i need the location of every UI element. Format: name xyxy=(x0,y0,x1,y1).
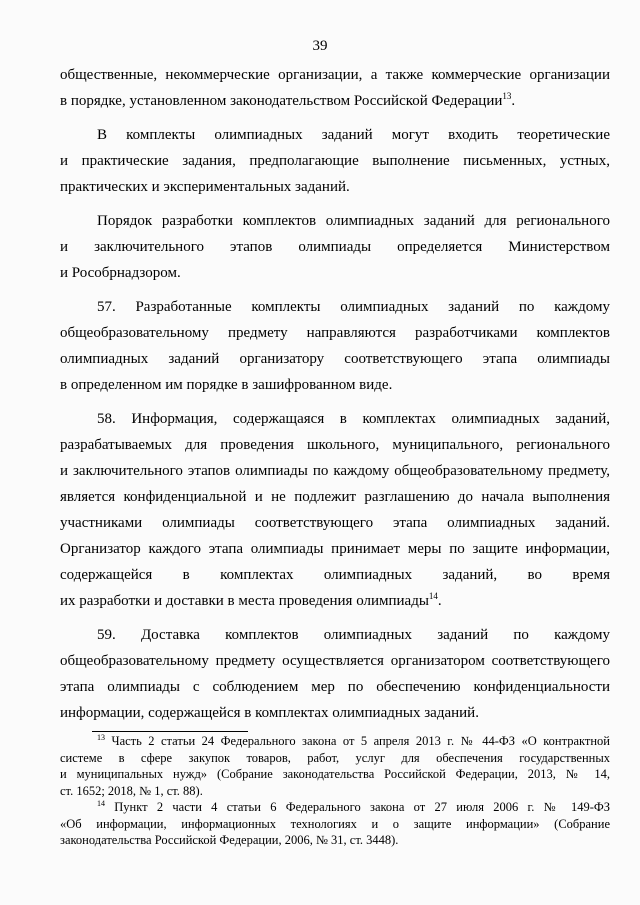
text-line: практических и экспериментальных заданий. xyxy=(60,179,350,195)
text-line: и Рособрнадзором. xyxy=(60,265,181,281)
footnote-number: 13 xyxy=(97,733,105,742)
footnote-line: ст. 1652; 2018, № 1, ст. 88). xyxy=(60,783,203,798)
text-line: в определенном им порядке в зашифрованном виде. xyxy=(60,377,393,393)
footnote-ref[interactable]: 13 xyxy=(502,91,512,101)
footnote-divider xyxy=(92,731,248,732)
paragraph-59 xyxy=(60,622,610,726)
text-line: Порядок разработки комплектов олимпиадных заданий для регионального xyxy=(97,213,610,229)
text-line: В комплекты олимпиадных заданий могут входить теоретические xyxy=(97,127,610,143)
footnotes xyxy=(60,733,610,849)
text-line: и заключительного этапов олимпиады определяется Министерством xyxy=(60,239,610,255)
text-line: общеобразовательному предмету осуществляется организатором соответствующего xyxy=(60,653,610,669)
paragraph xyxy=(60,208,610,286)
footnote-line: законодательства Российской Федерации, 2006, № 31, ст. 3448). xyxy=(60,833,399,847)
document-body xyxy=(60,62,610,726)
footnote-line: и муниципальных нужд» (Собрание законодательства Российской Федерации, 2013, № 14, xyxy=(60,767,610,781)
text-line: и заключительного этапов олимпиады по каждому общеобразовательному предмету, xyxy=(60,463,610,479)
text-line: Организатор каждого этапа олимпиады принимает меры по защите информации, xyxy=(60,541,610,557)
text-line: олимпиадных заданий организатору соответствующего этапа олимпиады xyxy=(60,351,610,367)
text-line: является конфиденциальной и не подлежит разглашению до начала выполнения xyxy=(60,489,610,505)
text-line: информации, содержащейся в комплектах олимпиадных заданий. xyxy=(60,705,479,721)
paragraph xyxy=(60,62,610,114)
footnote-line: $^{14}$ Пункт 2 части 4 статьи 6 Федерального закона от 27 июля 2006 г. № 149-ФЗ xyxy=(97,799,610,814)
footnote-ref[interactable]: 14 xyxy=(428,591,438,601)
text-line: 57. Разработанные комплекты олимпиадных заданий по каждому xyxy=(97,299,610,315)
footnote-14 xyxy=(60,799,610,849)
text-line: 58. Информация, содержащаяся в комплектах олимпиадных заданий, xyxy=(97,411,610,427)
text-line: участниками олимпиады соответствующего этапа олимпиадных заданий. xyxy=(60,515,610,531)
text-line: общеобразовательному предмету направляются разработчиками комплектов xyxy=(60,325,610,341)
text-line: 59. Доставка комплектов олимпиадных заданий по каждому xyxy=(97,627,610,643)
footnote-line: $^{13}$ Часть 2 статьи 24 Федерального закона от 5 апреля 2013 г. № 44-ФЗ «О контрактной xyxy=(97,733,611,748)
page-number: 39 xyxy=(312,38,328,54)
paragraph-58 xyxy=(60,406,610,614)
text-line: в порядке, установленном законодательством Российской Федерации$^{13}$. xyxy=(60,91,516,109)
footnote-13 xyxy=(60,733,610,799)
footnote-line: «Об информации, информационных технологиях и о защите информации» (Собрание xyxy=(60,816,610,831)
footnote-line: системе в сфере закупок товаров, работ, услуг для обеспечения государственных xyxy=(60,750,610,765)
text-line: содержащейся в комплектах олимпиадных заданий, во время xyxy=(60,567,610,583)
paragraph xyxy=(60,122,610,200)
text-line: разрабатываемых для проведения школьного, муниципального, регионального xyxy=(60,437,610,453)
footnote-number: 14 xyxy=(97,799,105,808)
text-line: их разработки и доставки в места проведения олимпиады$^{14}$. xyxy=(60,591,442,609)
text-line: и практические задания, предполагающие выполнение письменных, устных, xyxy=(60,153,610,169)
text-line: общественные, некоммерческие организации, а также коммерческие организации xyxy=(60,67,610,83)
text-line: этапа олимпиады с соблюдением мер по обеспечению конфиденциальности xyxy=(60,679,610,695)
paragraph-57 xyxy=(60,294,610,398)
